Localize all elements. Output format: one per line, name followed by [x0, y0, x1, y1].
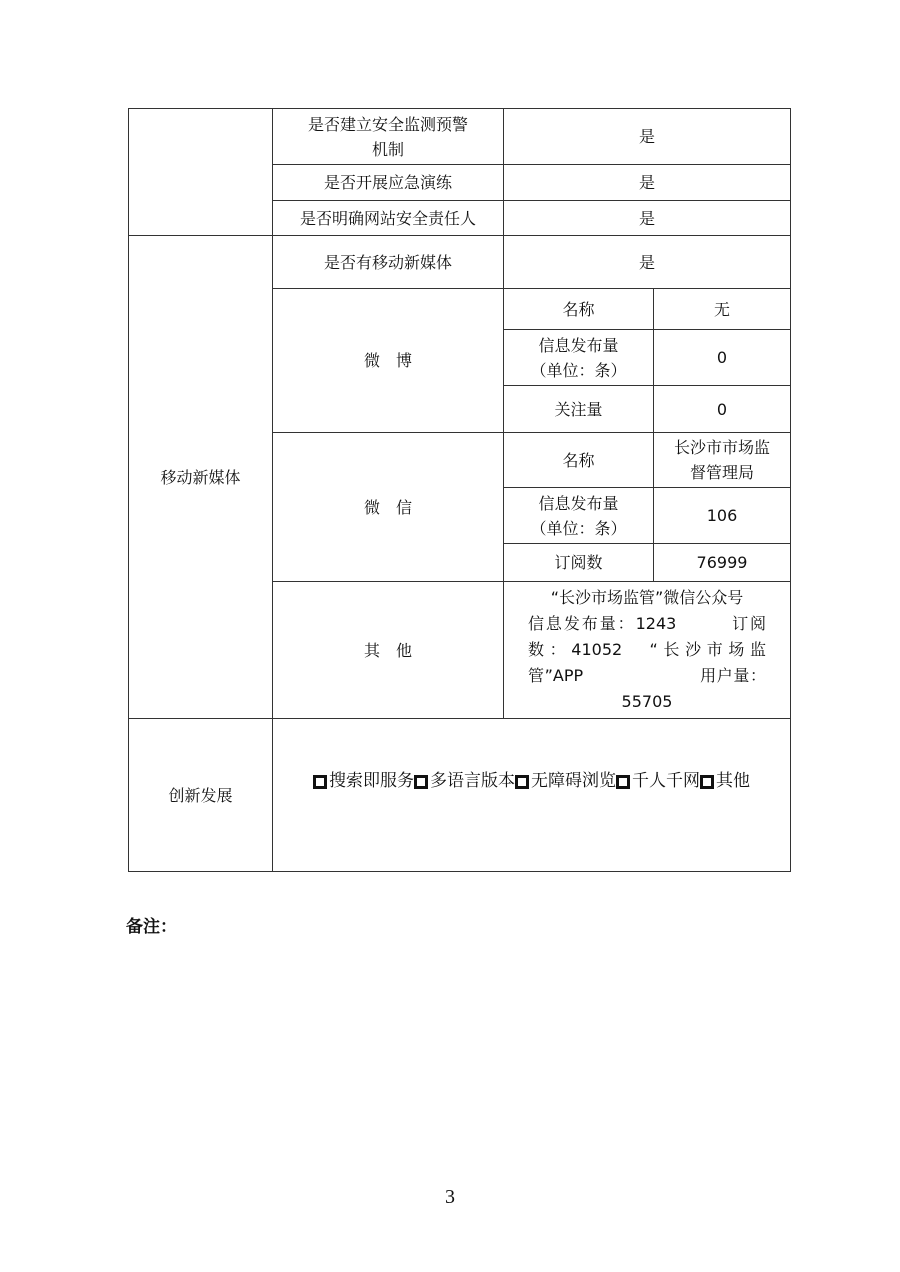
row-value: 是: [504, 236, 791, 289]
mobile-section-label: 移动新媒体: [129, 236, 273, 719]
sub-label: 名称: [504, 433, 654, 488]
sub-value: 无: [654, 289, 791, 330]
sub-value: 76999: [654, 544, 791, 582]
row-label: 是否开展应急演练: [273, 165, 504, 201]
option-personalized[interactable]: 千人千网: [616, 769, 700, 794]
security-section-cell: [129, 109, 273, 236]
row-label: 是否有移动新媒体: [273, 236, 504, 289]
row-label: 是否明确网站安全责任人: [273, 201, 504, 236]
other-label: 其 他: [273, 582, 504, 719]
option-multilingual[interactable]: 多语言版本: [414, 769, 515, 794]
page-number: 3: [445, 1186, 455, 1208]
report-table: [128, 108, 791, 872]
weibo-label: 微 博: [273, 289, 504, 433]
table-row: [129, 236, 791, 289]
checkbox-icon[interactable]: [414, 775, 428, 789]
sub-label: 订阅数: [504, 544, 654, 582]
checkbox-icon[interactable]: [700, 775, 714, 789]
sub-label: 关注量: [504, 386, 654, 433]
sub-label: 名称: [504, 289, 654, 330]
option-accessibility[interactable]: 无障碍浏览: [515, 769, 616, 794]
sub-value: 0: [654, 386, 791, 433]
table-row: [129, 109, 791, 165]
row-label: 是否建立安全监测预警 机制: [273, 109, 504, 165]
other-line: 信息发布量：1243 订阅: [528, 614, 767, 633]
innovation-options: [273, 719, 791, 872]
sub-label: 信息发布量 （单位：条）: [504, 330, 654, 386]
other-line: 管”APP 用户量：: [528, 666, 767, 685]
sub-value: 长沙市市场监 督管理局: [654, 433, 791, 488]
option-search-as-service[interactable]: 搜索即服务: [313, 769, 414, 794]
row-value: 是: [504, 109, 791, 165]
row-value: 是: [504, 165, 791, 201]
other-line: 数：41052 “长沙市场监: [528, 640, 767, 659]
innovation-label: 创新发展: [129, 719, 273, 872]
option-other[interactable]: 其他: [700, 769, 750, 794]
checkbox-icon[interactable]: [515, 775, 529, 789]
table-row: [129, 719, 791, 872]
other-value: [504, 582, 791, 719]
note-label: 备注：: [126, 917, 177, 937]
sub-value: 106: [654, 488, 791, 544]
checkbox-icon[interactable]: [313, 775, 327, 789]
sub-value: 0: [654, 330, 791, 386]
checkbox-icon[interactable]: [616, 775, 630, 789]
other-line: 55705: [621, 692, 673, 711]
other-line: “长沙市场监管”微信公众号: [550, 588, 744, 607]
sub-label: 信息发布量 （单位：条）: [504, 488, 654, 544]
wechat-label: 微 信: [273, 433, 504, 582]
row-value: 是: [504, 201, 791, 236]
